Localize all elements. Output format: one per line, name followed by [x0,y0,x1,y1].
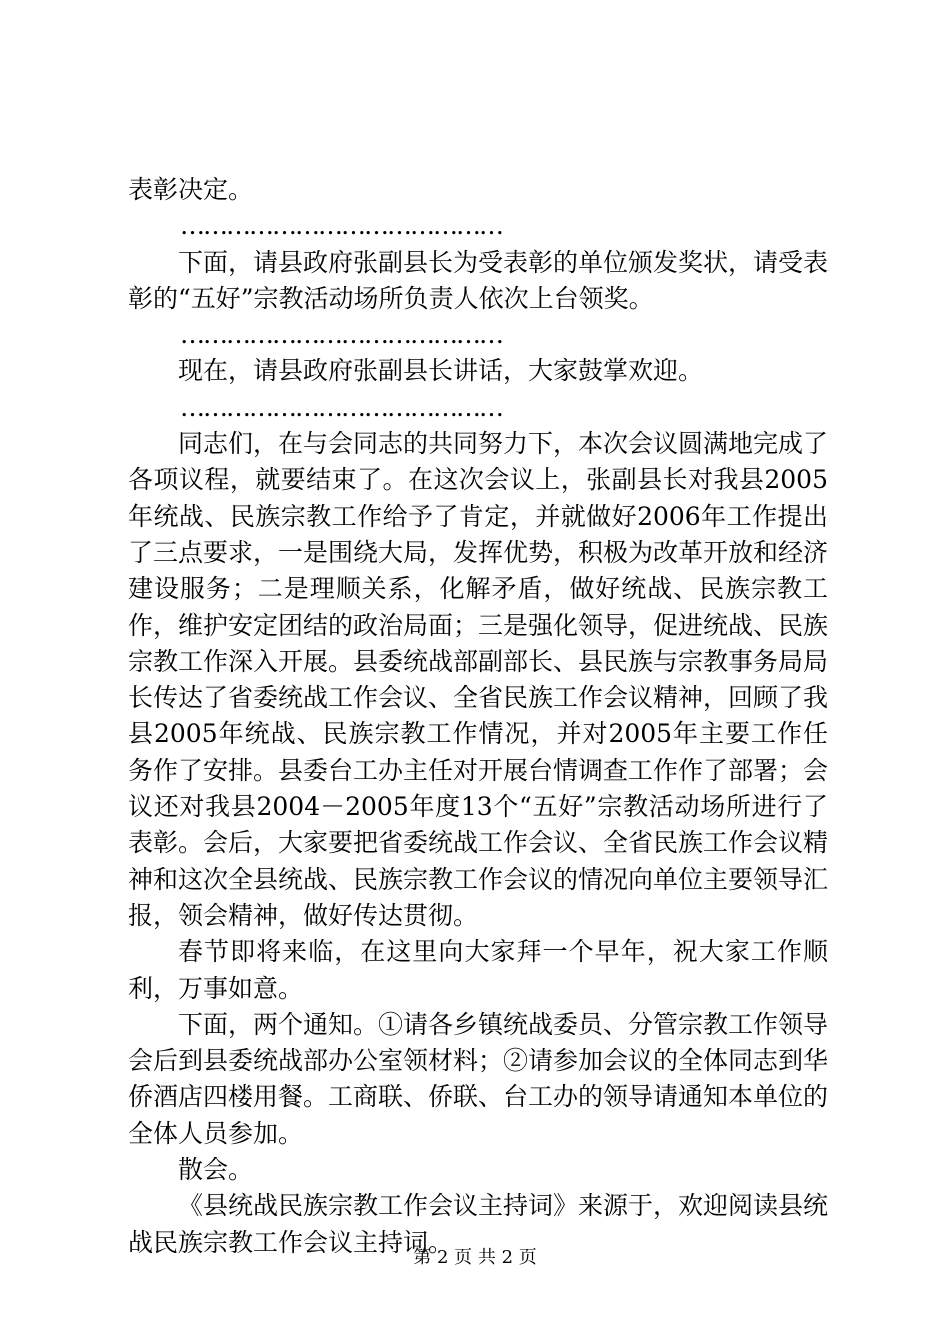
paragraph: 散会。 [178,1155,254,1185]
paragraph: 下面，两个通知。①请各乡镇统战委员、分管宗教工作领导会后到县委统战部办公室领材料；②请参加会议的全体同志到华侨酒店四楼用餐。工商联、侨联、台工办的领导请通知本单位的全体人员参加。 [128,1009,829,1148]
paragraph: 现在，请县政府张副县长讲话，大家鼓掌欢迎。 [178,356,704,386]
paragraph: 春节即将来临，在这里向大家拜一个早年，祝大家工作顺利，万事如意。 [128,937,828,1003]
page-footer: 第 2 页 共 2 页 [413,1247,537,1268]
ellipsis-separator: …………………………………… [180,392,502,422]
document-body [128,172,828,1261]
paragraph: 下面，请县政府张副县长为受表彰的单位颁发奖状，请受表彰的“五好”宗教活动场所负责人依次上台领奖。 [128,247,829,313]
ellipsis-separator: …………………………………… [180,320,502,350]
paragraph: 同志们，在与会同志的共同努力下，本次会议圆满地完成了各项议程，就要结束了。在这次会议上，张副县长对我县2005年统战、民族宗教工作给予了肯定，并就做好2006年工作提出了三点要求，一是围绕大局，发挥优势，积极为改革开放和经济建设服务；二是理顺关系，化解矛盾，做好统战、民族宗教工作，维护安定团结的政治局面；三是强化领导，促进统战、民族宗教工作深入开展。县委统战部副部长、县民族与宗教事务局局长传达了省委统战工作会议、全省民族工作会议精神，回顾了我县2005年统战、民族宗教工作情况，并对2005年主要工作任务作了安排。县委台工办主任对开展台情调查工作作了部署；会议还对我县2004－2005年度13个“五好”宗教活动场所进行了表彰。会后，大家要把省委统战工作会议、全省民族工作会议精神和这次全县统战、民族宗教工作会议的情况向单位主要领导汇报，领会精神，做好传达贯彻。 [128,429,829,930]
ellipsis-separator: …………………………………… [180,211,502,241]
paragraph: 《县统战民族宗教工作会议主持词》来源于，欢迎阅读县统战民族宗教工作会议主持词。 [128,1191,829,1257]
paragraph: 表彰决定。 [128,175,254,204]
